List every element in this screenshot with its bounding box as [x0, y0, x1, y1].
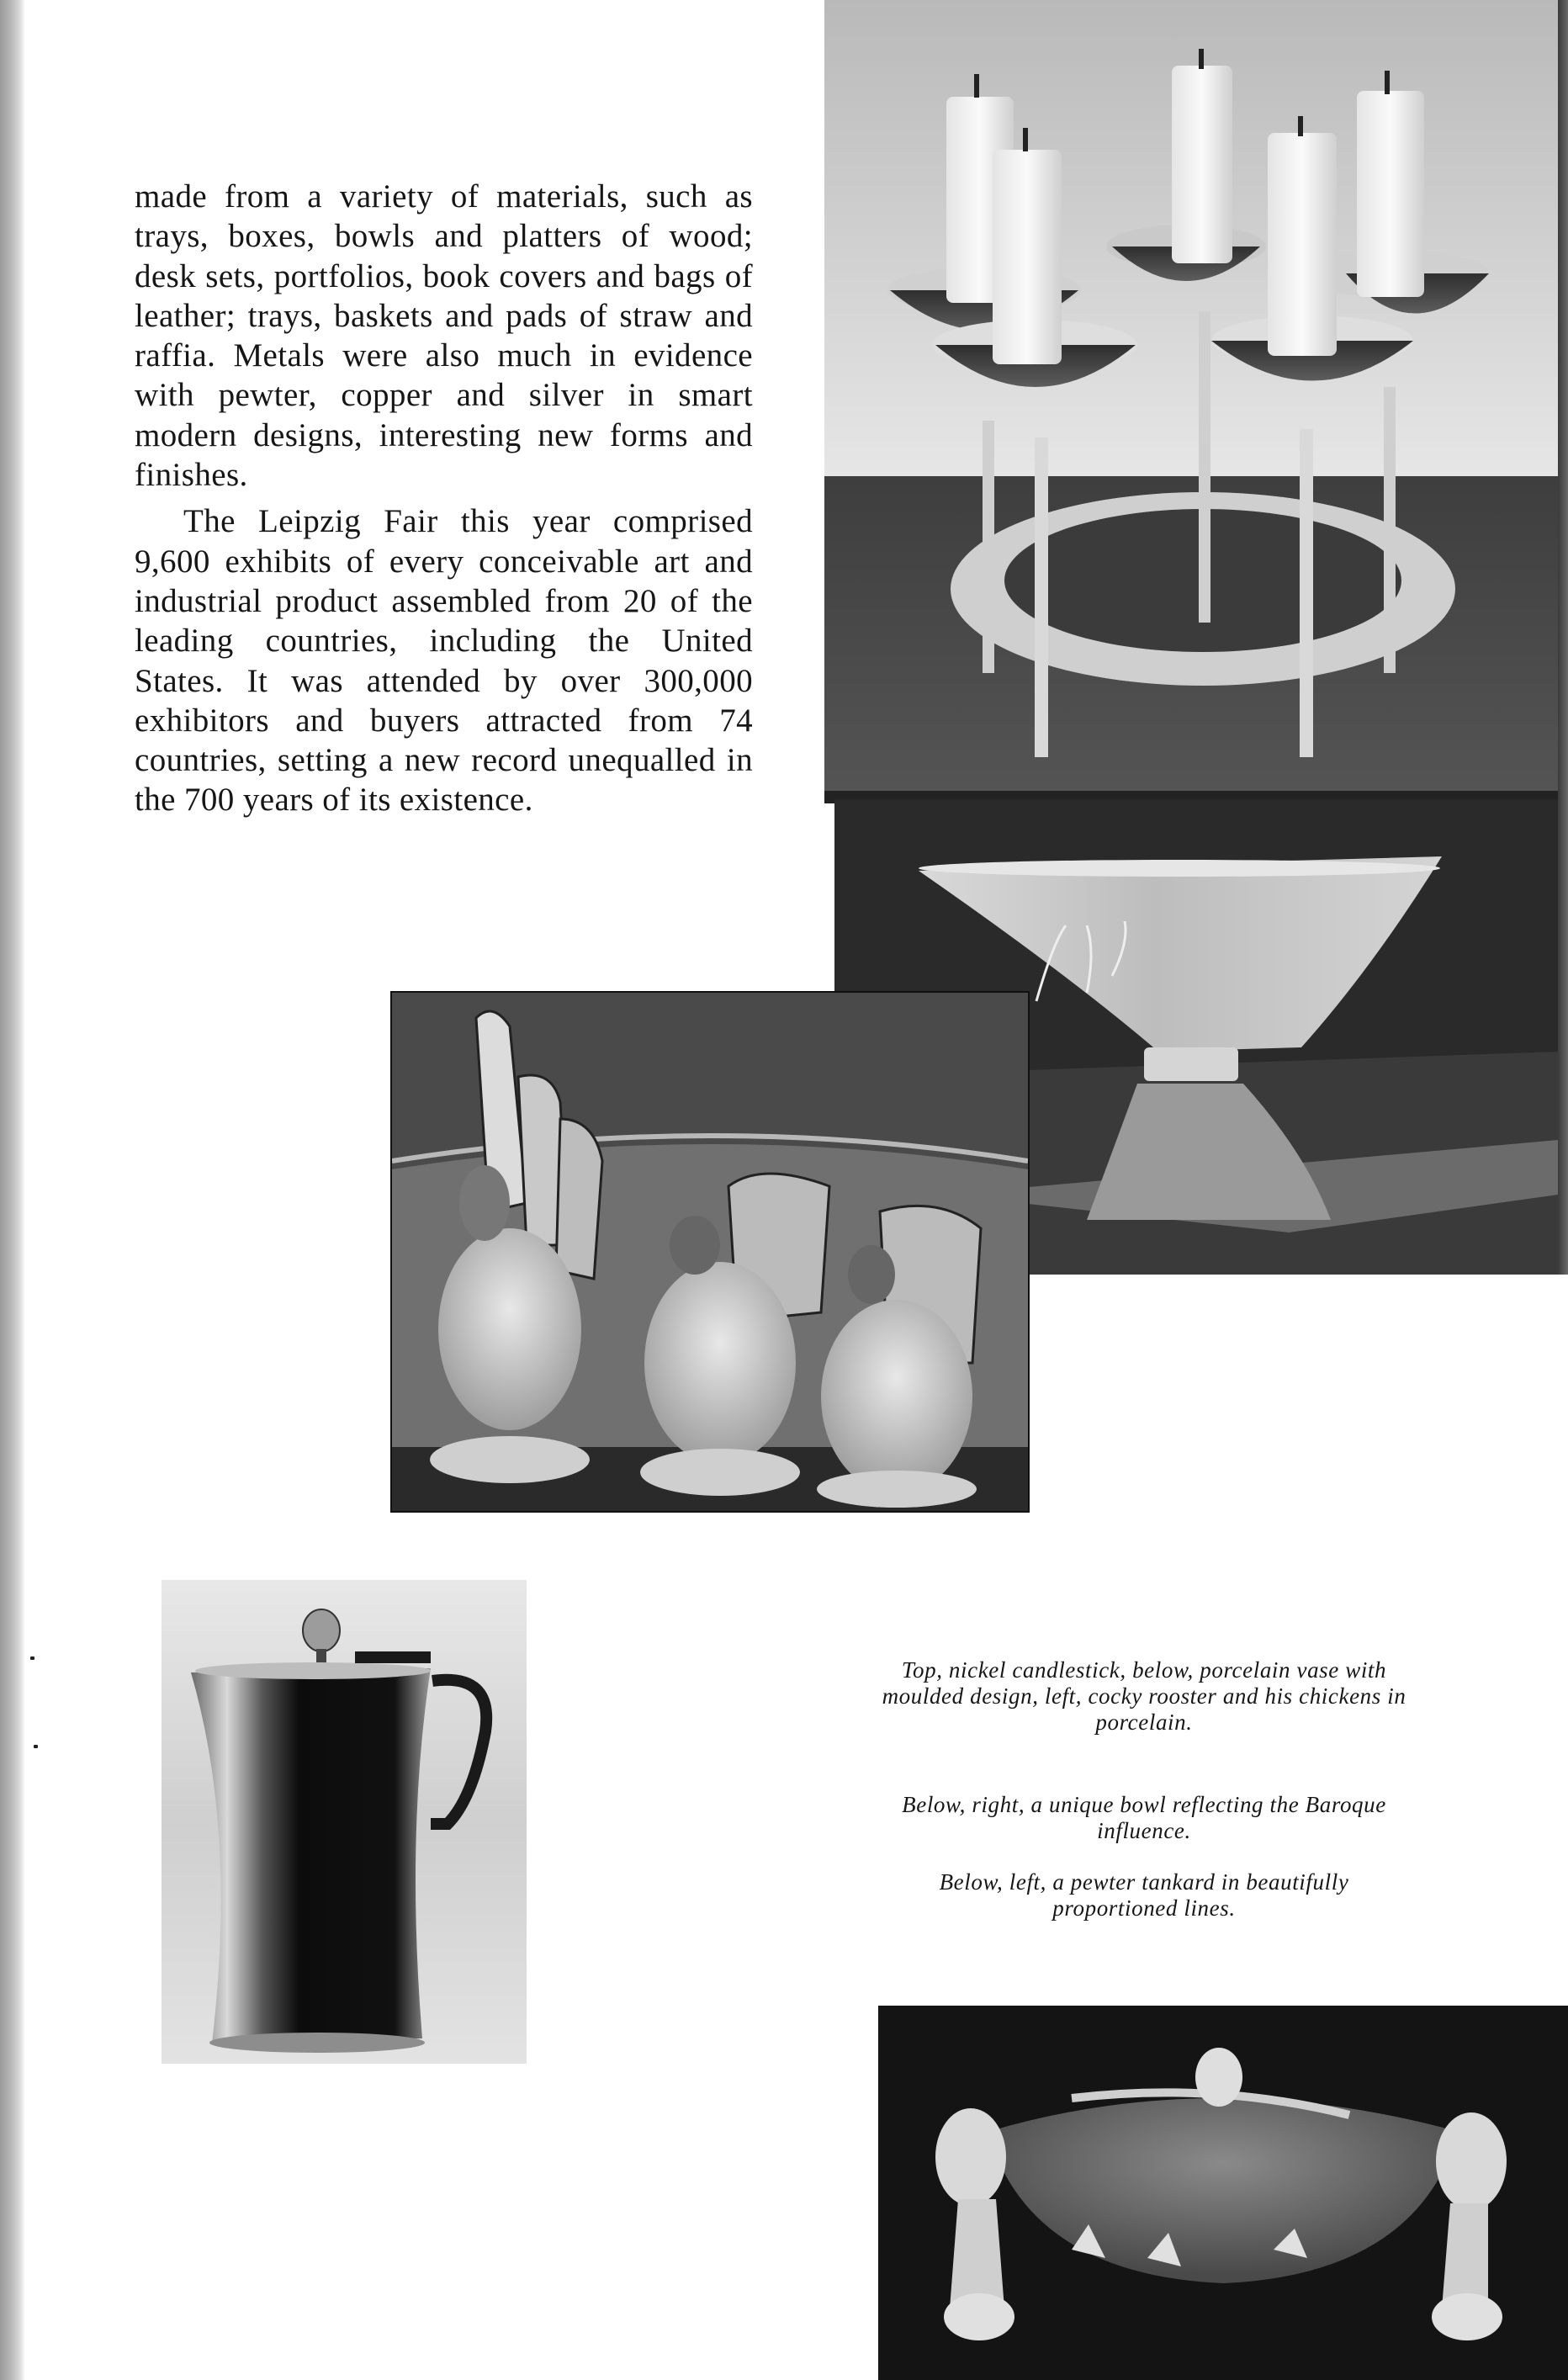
tankard-image	[162, 1580, 527, 2064]
article-paragraph-1: made from a variety of materials, such as trays, boxes, bowls and platters of wood; desk sets, portfolios, book covers and bags of leather; trays, baskets and pads of straw and raffia. Metals were also much in evidence with pewter, copper and silver in smart modern designs, interesting new forms and finishes.	[135, 178, 753, 494]
page-edge-strip	[1558, 0, 1568, 1275]
binding-mark	[30, 1656, 34, 1660]
photo-nickel-candlestick	[824, 0, 1558, 803]
photo-rooster-and-chickens	[390, 991, 1030, 1513]
caption-text-3: Below, left, a pewter tankard in beautifully proportioned lines.	[939, 1869, 1349, 1921]
article-paragraph-2: The Leipzig Fair this year comprised 9,600 exhibits of every conceivable art and industrial product assembled from 20 of the leading countries, including the United States. It was attended by over 300,000 exhibitors and buyers attracted from 74 countries, setting a new record unequalled in the 700 years of its existence.	[135, 503, 753, 819]
rooster-image	[392, 993, 1028, 1511]
photo-baroque-bowl	[878, 2006, 1568, 2380]
candlestick-image	[824, 0, 1558, 803]
caption-top-center-left	[875, 1657, 1413, 1736]
caption-text-1: Top, nickel candlestick, below, porcelain vase with moulded design, left, cocky rooster and his chickens in porcelain.	[882, 1657, 1406, 1735]
caption-text-2: Below, right, a unique bowl reflecting the Baroque influence.	[902, 1792, 1386, 1843]
caption-below-right	[875, 1792, 1413, 1844]
baroque-bowl-image	[878, 2006, 1568, 2380]
photo-pewter-tankard	[162, 1580, 527, 2064]
caption-below-left	[875, 1869, 1413, 1921]
article-body	[135, 177, 753, 820]
page-binding-shadow	[0, 0, 25, 2380]
binding-mark	[34, 1745, 38, 1748]
